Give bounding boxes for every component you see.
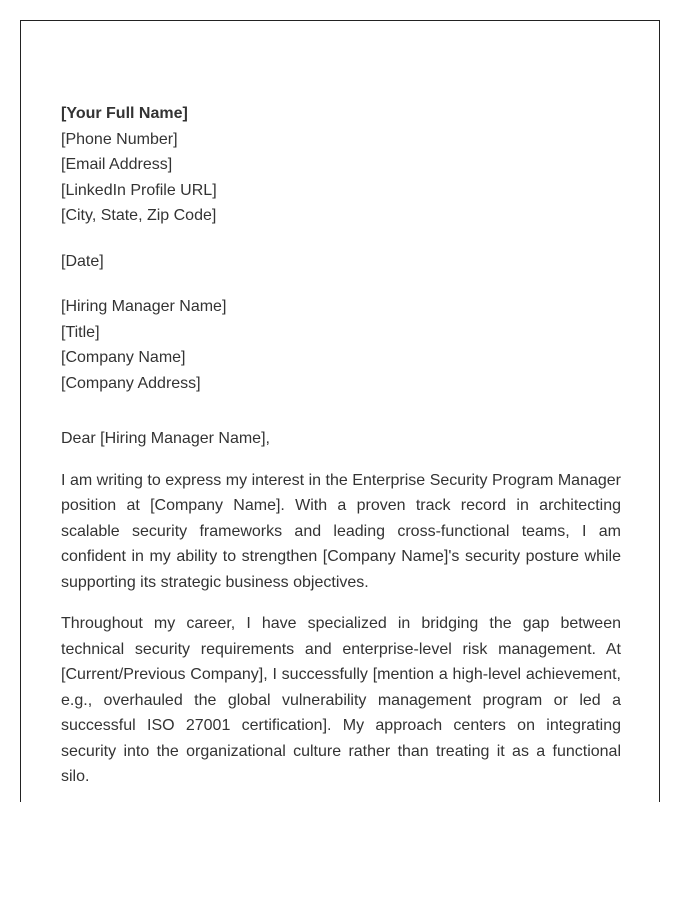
letter-page <box>20 20 660 802</box>
recipient-company: [Company Name] <box>61 349 186 366</box>
sender-email: [Email Address] <box>61 156 173 173</box>
sender-location: [City, State, Zip Code] <box>61 207 217 224</box>
recipient-name: [Hiring Manager Name] <box>61 298 227 315</box>
sender-phone: [Phone Number] <box>61 130 178 148</box>
letter-content <box>61 101 621 802</box>
sender-linkedin: [LinkedIn Profile URL] <box>61 181 217 199</box>
letter-date: [Date] <box>61 252 104 270</box>
recipient-address: [Company Address] <box>61 374 201 392</box>
sender-name: [Your Full Name] <box>61 105 188 122</box>
recipient-block <box>61 294 621 396</box>
sender-block <box>61 101 621 229</box>
date-block <box>61 249 621 275</box>
recipient-title: [Title] <box>61 323 100 341</box>
salutation: Dear [Hiring Manager Name], <box>61 430 270 447</box>
body-block <box>61 426 621 790</box>
body-paragraph-1: I am writing to express my interest in the Enterprise Security Program Manager position at [Company Name]. With a proven track record in architecting scalable security frameworks and leading cross-functional teams, I am confident in my ability to strengthen [Company Name]'s security posture while supporting its strategic business objectives. <box>61 471 621 591</box>
body-paragraph-2: Throughout my career, I have specialized in bridging the gap between technical security requirements and enterprise-level risk management. At [Current/Previous Company], I successfully [mention a high-level achievement, e.g., overhauled the global vulnerability management program or led a successful ISO 27001 certification]. My approach centers on integrating security into the organizational culture rather than treating it as a functional silo. <box>61 615 621 785</box>
